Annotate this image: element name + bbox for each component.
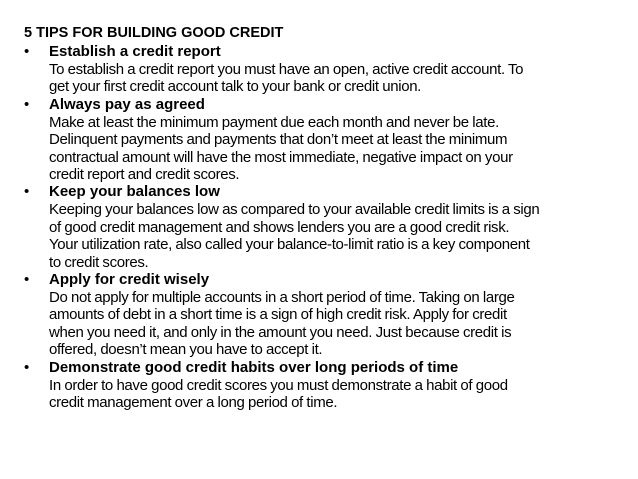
tip-body-line: contractual amount will have the most immediate, negative impact on your <box>49 148 513 166</box>
tip-body <box>49 61 620 96</box>
tip-heading: Keep your balances low <box>49 183 220 201</box>
bullet-icon: • <box>24 43 30 60</box>
tip-heading: Establish a credit report <box>49 43 221 60</box>
tip-body-line: when you need it, and only in the amount you need. Just because credit is <box>49 323 512 341</box>
tip-body-line: get your first credit account talk to your bank or credit union. <box>49 78 421 96</box>
tip-heading: Demonstrate good credit habits over long periods of time <box>49 358 459 376</box>
tip-body-line: To establish a credit report you must have an open, active credit account. To <box>49 61 524 78</box>
tip-item <box>24 271 620 359</box>
tip-item <box>24 96 620 184</box>
tip-body <box>49 201 620 271</box>
tip-body-line: Delinquent payments and payments that don’t meet at least the minimum <box>49 131 508 149</box>
tip-body-line: Your utilization rate, also called your balance-to-limit ratio is a key component <box>49 236 530 254</box>
tip-body <box>49 289 620 359</box>
tip-item <box>24 359 620 412</box>
tip-body-line: amounts of debt in a short time is a sign of high credit risk. Apply for credit <box>49 306 507 324</box>
tip-body-line: credit report and credit scores. <box>49 166 240 184</box>
tip-heading-row <box>24 359 620 377</box>
tip-body-line: Make at least the minimum payment due each month and never be late. <box>49 113 499 131</box>
bullet-icon: • <box>24 95 30 113</box>
tip-body-line: offered, doesn’t mean you have to accept it. <box>49 341 323 359</box>
tip-body <box>49 377 620 412</box>
bullet-icon: • <box>24 271 30 289</box>
tip-body-line: In order to have good credit scores you must demonstrate a habit of good <box>49 376 508 394</box>
bullet-icon: • <box>24 183 30 201</box>
tip-heading-row <box>24 43 620 61</box>
tip-heading-row <box>24 271 620 289</box>
tip-body-line: to credit scores. <box>49 253 149 271</box>
tip-heading: Apply for credit wisely <box>49 271 210 289</box>
tip-heading-row <box>24 183 620 201</box>
tip-item <box>24 183 620 271</box>
document-page <box>24 24 620 412</box>
tip-body-line: credit management over a long period of time. <box>49 394 338 412</box>
tip-item <box>24 43 620 96</box>
tip-body <box>49 114 620 184</box>
document-title: 5 TIPS FOR BUILDING GOOD CREDIT <box>24 25 284 41</box>
bullet-icon: • <box>24 358 30 376</box>
tip-body-line: Keeping your balances low as compared to your available credit limits is a sign <box>49 201 540 219</box>
tip-heading: Always pay as agreed <box>49 95 205 113</box>
tip-body-line: Do not apply for multiple accounts in a short period of time. Taking on large <box>49 289 515 307</box>
tip-body-line: of good credit management and shows lenders you are a good credit risk. <box>49 218 510 236</box>
tip-heading-row <box>24 96 620 114</box>
